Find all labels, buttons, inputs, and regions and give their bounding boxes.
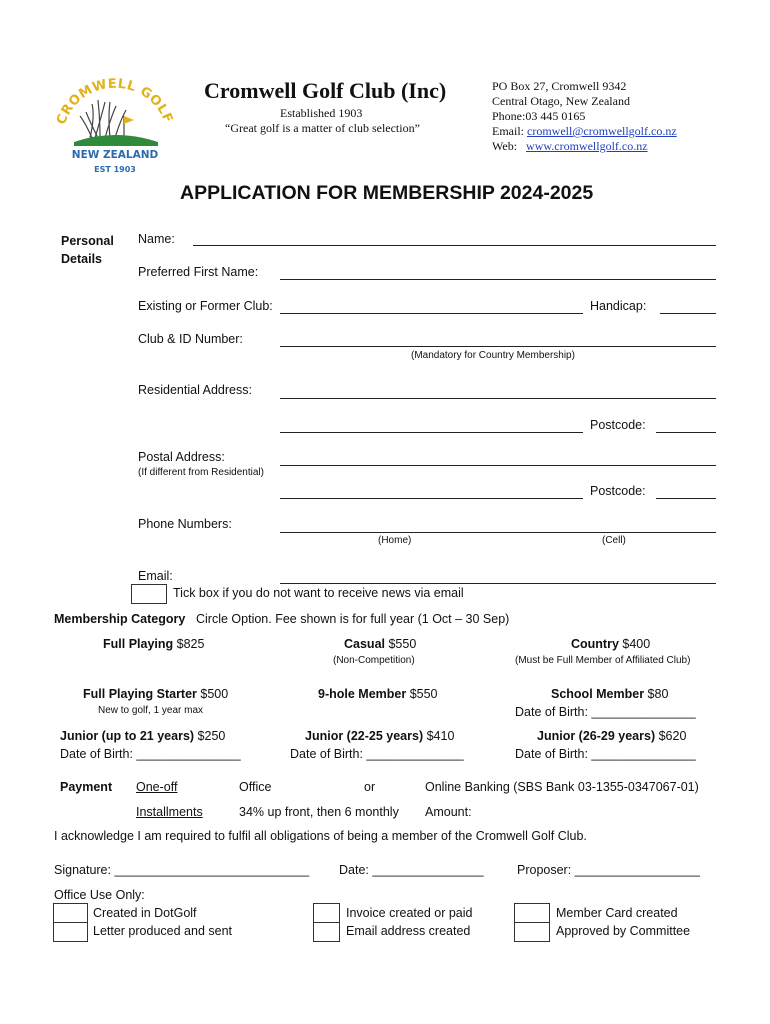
name-label: Name:	[138, 232, 175, 246]
club-id-label: Club & ID Number:	[138, 332, 243, 346]
existing-club-label: Existing or Former Club:	[138, 299, 273, 313]
postcode-label: Postcode:	[590, 418, 646, 432]
phone-line: Phone:03 445 0165	[492, 109, 586, 123]
dotgolf-checkbox[interactable]	[53, 903, 88, 923]
payment-office[interactable]: Office	[239, 780, 272, 794]
club-id-field[interactable]	[280, 346, 716, 347]
option-junior-2629[interactable]	[537, 729, 686, 743]
logo-country: NEW ZEALAND	[71, 149, 159, 161]
office-use-heading: Office Use Only:	[54, 888, 145, 902]
membership-instruction: Circle Option. Fee shown is for full year (1 Oct – 30 Sep)	[196, 612, 510, 626]
nine-hole-fee: $550	[406, 687, 438, 701]
invoice-label: Invoice created or paid	[346, 906, 473, 920]
casual-note: (Non-Competition)	[333, 655, 415, 666]
country-label: Country	[571, 637, 619, 651]
date-field[interactable]: Date: ________________	[339, 863, 484, 877]
starter-label: Full Playing Starter	[83, 687, 197, 701]
email-field[interactable]	[280, 583, 716, 584]
full-playing-label: Full Playing	[103, 637, 174, 651]
amount-label: Amount:	[425, 805, 472, 819]
motto-text: “Great golf is a matter of club selection”	[225, 121, 420, 135]
nine-hole-label: 9-hole Member	[318, 687, 407, 701]
existing-club-field[interactable]	[280, 313, 583, 314]
web-label: Web:	[492, 139, 527, 153]
payment-heading: Payment	[60, 780, 113, 794]
postcode2-field[interactable]	[656, 498, 716, 499]
svg-text:CROMWELL GOLF CLUB: CROMWELL GOLF	[54, 76, 176, 127]
email-label-field: Email:	[138, 569, 173, 583]
letter-checkbox[interactable]	[53, 922, 88, 942]
section-personal-line2: Details	[61, 252, 102, 266]
postal-label: Postal Address:	[138, 450, 225, 464]
junior2225-dob[interactable]: Date of Birth: ______________	[290, 747, 464, 761]
card-label: Member Card created	[556, 906, 678, 920]
invoice-checkbox[interactable]	[313, 903, 340, 923]
section-personal-line1: Personal	[61, 234, 114, 248]
option-casual[interactable]	[344, 637, 416, 651]
option-junior-2225[interactable]	[305, 729, 454, 743]
payment-oneoff[interactable]: One-off	[136, 780, 178, 794]
preferred-name-field[interactable]	[280, 279, 716, 280]
residential-field-2[interactable]	[280, 432, 583, 433]
club-logo	[50, 66, 180, 176]
junior2629-dob[interactable]: Date of Birth: _______________	[515, 747, 696, 761]
school-dob[interactable]: Date of Birth: _______________	[515, 705, 696, 719]
installment-terms: 34% up front, then 6 monthly	[239, 805, 399, 819]
approved-label: Approved by Committee	[556, 924, 691, 938]
school-fee: $80	[644, 687, 669, 701]
postcode-field[interactable]	[656, 432, 716, 433]
form-title: APPLICATION FOR MEMBERSHIP 2024-2025	[180, 182, 594, 204]
home-note: (Home)	[378, 535, 412, 546]
postal-note: (If different from Residential)	[138, 467, 264, 478]
casual-label: Casual	[344, 637, 385, 651]
section-personal	[61, 232, 114, 268]
proposer-field[interactable]: Proposer: __________________	[517, 863, 700, 877]
preferred-name-label: Preferred First Name:	[138, 265, 259, 279]
payment-online[interactable]: Online Banking (SBS Bank 03-1355-0347067-01)	[425, 780, 699, 794]
no-news-checkbox[interactable]	[131, 584, 167, 604]
option-nine-hole[interactable]	[318, 687, 438, 701]
mandatory-note: (Mandatory for Country Membership)	[411, 350, 575, 361]
acknowledge-text: I acknowledge I am required to fulfil all obligations of being a member of the Cromwell Golf Club.	[54, 829, 587, 843]
name-field[interactable]	[193, 245, 716, 246]
letter-label: Letter produced and sent	[93, 924, 232, 938]
junior21-label: Junior (up to 21 years)	[60, 729, 195, 743]
junior2225-label: Junior (22-25 years)	[305, 729, 424, 743]
tick-note: Tick box if you do not want to receive news via email	[173, 586, 464, 600]
handicap-label: Handicap:	[590, 299, 647, 313]
junior2629-label: Junior (26-29 years)	[537, 729, 656, 743]
option-junior-21[interactable]	[60, 729, 225, 743]
school-label: School Member	[551, 687, 645, 701]
web-line	[492, 139, 677, 154]
country-note: (Must be Full Member of Affiliated Club)	[515, 655, 691, 666]
email-created-label: Email address created	[346, 924, 471, 938]
cell-note: (Cell)	[602, 535, 626, 546]
dotgolf-label: Created in DotGolf	[93, 906, 197, 920]
option-school[interactable]	[551, 687, 668, 701]
junior2225-fee: $410	[423, 729, 455, 743]
phone-label: Phone Numbers:	[138, 517, 232, 531]
email-link[interactable]: cromwell@cromwellgolf.co.nz	[527, 124, 677, 138]
email-label: Email:	[492, 124, 527, 138]
residential-field-1[interactable]	[280, 398, 716, 399]
postal-field-1[interactable]	[280, 465, 716, 466]
casual-fee: $550	[385, 637, 417, 651]
full-playing-fee: $825	[173, 637, 205, 651]
postcode2-label: Postcode:	[590, 484, 646, 498]
starter-note: New to golf, 1 year max	[98, 705, 204, 716]
logo-est: EST 1903	[94, 165, 136, 174]
card-checkbox[interactable]	[514, 903, 550, 923]
postal-field-2[interactable]	[280, 498, 583, 499]
option-country[interactable]	[571, 637, 650, 651]
contact-block	[492, 79, 677, 154]
handicap-field[interactable]	[660, 313, 716, 314]
club-name: Cromwell Golf Club (Inc)	[204, 78, 447, 103]
junior2629-fee: $620	[655, 729, 687, 743]
membership-heading: Membership Category	[54, 612, 186, 626]
web-link[interactable]: www.cromwellgolf.co.nz	[526, 139, 648, 153]
junior21-dob[interactable]: Date of Birth: _______________	[60, 747, 241, 761]
payment-or: or	[364, 780, 376, 794]
option-starter[interactable]	[83, 687, 228, 701]
junior21-fee: $250	[194, 729, 226, 743]
residential-label: Residential Address:	[138, 383, 252, 397]
address-line-1: PO Box 27, Cromwell 9342	[492, 79, 627, 93]
email-line	[492, 124, 677, 139]
signature-field[interactable]: Signature: ____________________________	[54, 863, 310, 877]
payment-installments[interactable]: Installments	[136, 805, 203, 819]
option-full-playing[interactable]	[103, 637, 204, 651]
starter-fee: $500	[196, 687, 229, 701]
approved-checkbox[interactable]	[514, 922, 550, 942]
golf-logo-icon	[50, 66, 180, 176]
email-created-checkbox[interactable]	[313, 922, 340, 942]
address-line-2: Central Otago, New Zealand	[492, 94, 630, 108]
established-text: Established 1903	[280, 106, 363, 120]
country-fee: $400	[618, 637, 651, 651]
phone-field[interactable]	[280, 532, 716, 533]
